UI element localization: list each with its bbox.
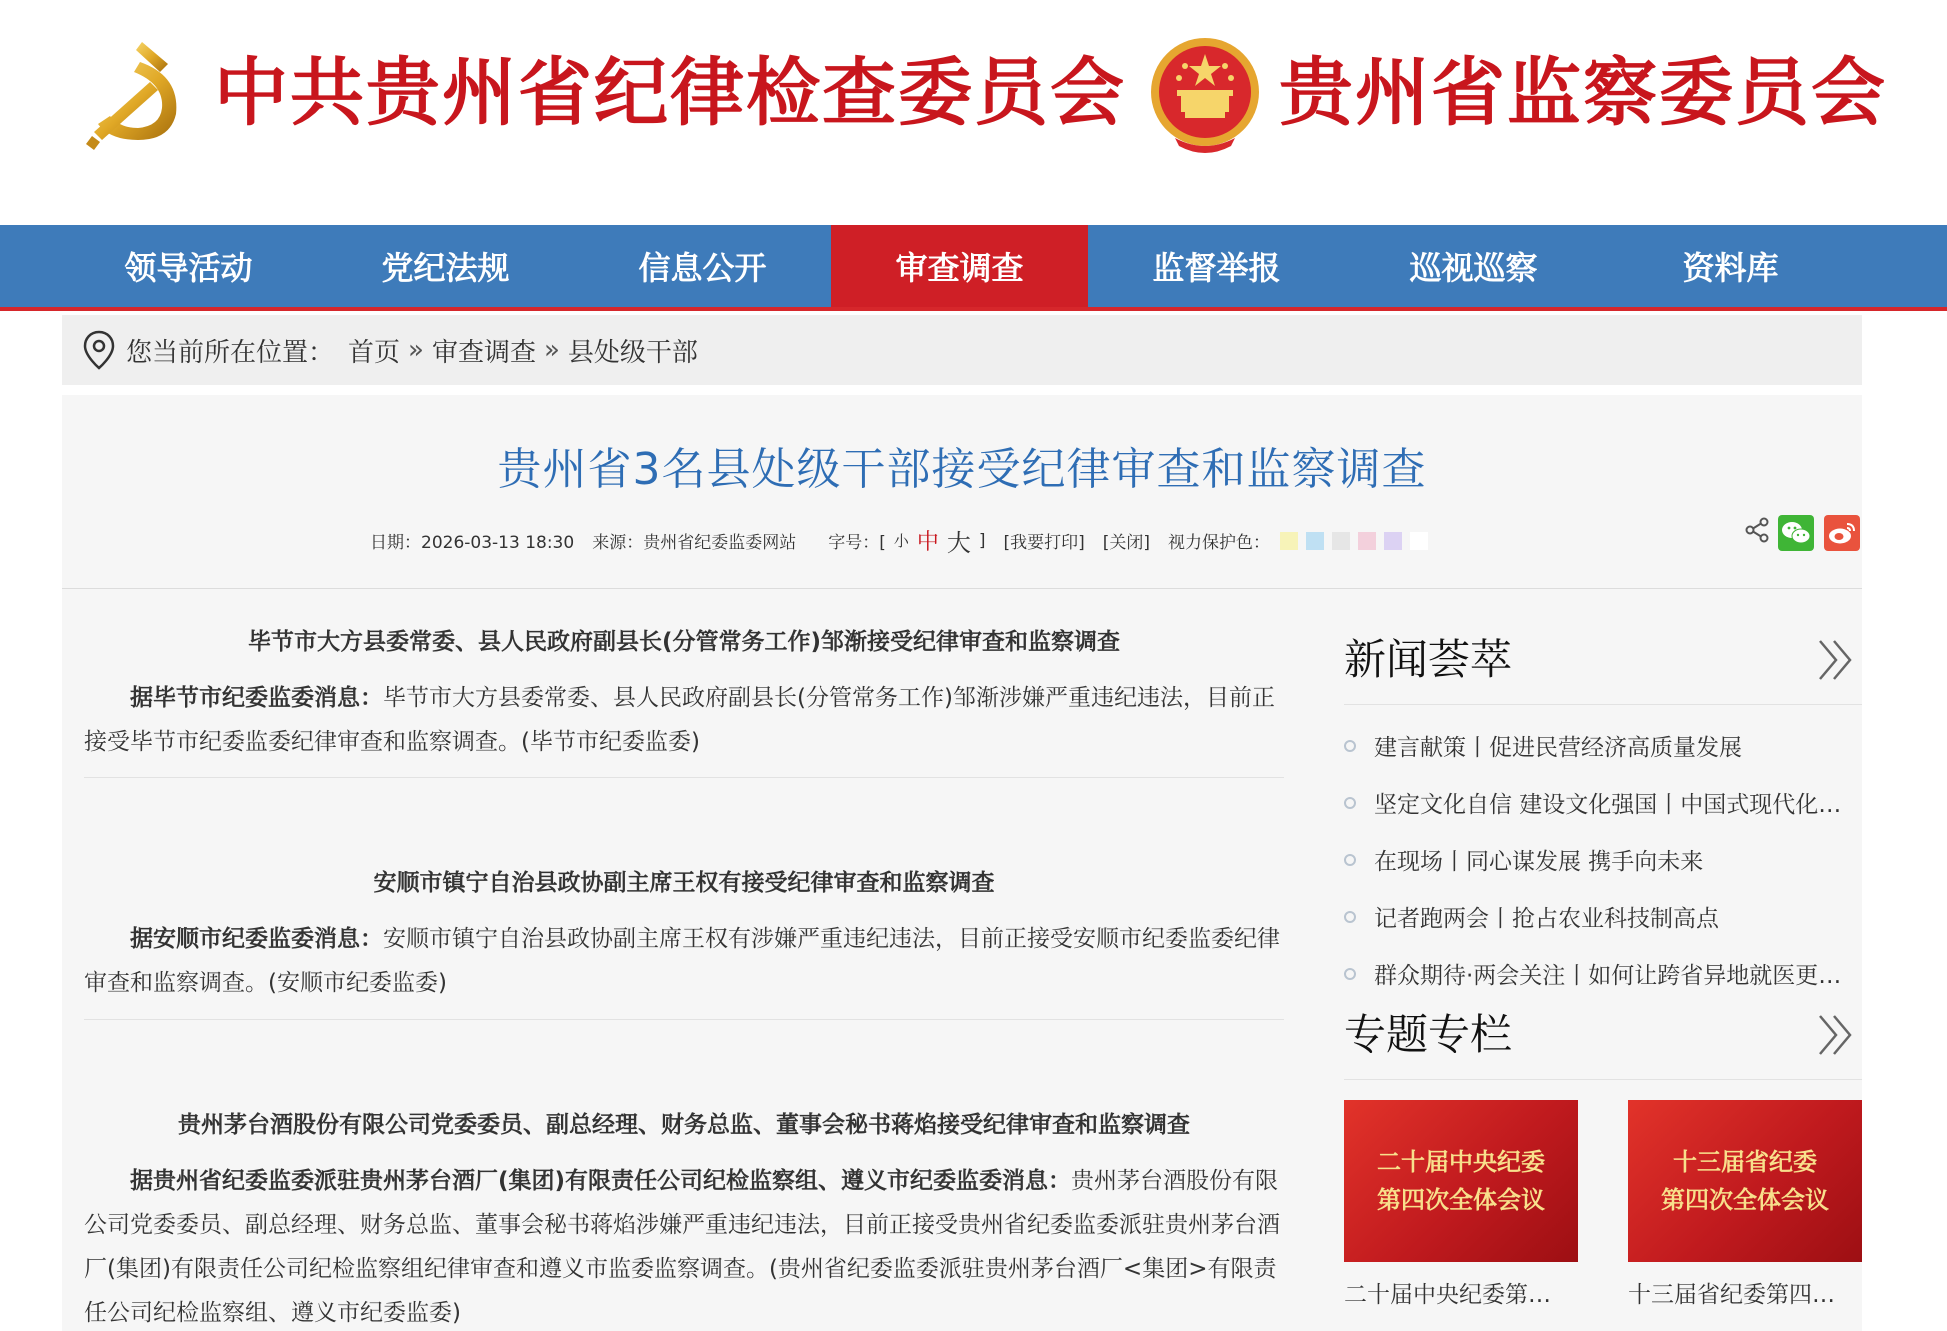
national-emblem-icon (1145, 28, 1265, 158)
close-link[interactable]: [关闭] (1102, 533, 1151, 553)
double-chevron-right-icon[interactable] (1816, 1010, 1856, 1060)
main-nav (0, 225, 1947, 311)
news-item-title: 安顺市镇宁自治县政协副主席王权有接受纪律审查和监察调查 (373, 870, 995, 896)
weibo-share-icon[interactable] (1824, 515, 1860, 551)
news-item-lead: 据安顺市纪委监委消息： (130, 926, 383, 952)
bullet-icon (1344, 854, 1356, 866)
news-item-text: 贵州茅台酒股份有限公司党委委员、副总经理、财务总监、董事会秘书蒋焰涉嫌严重违纪违法，目前正接受贵州省纪委监委派驻贵州茅台酒厂(集团)有限责任公司纪检监察组纪律审查和遵义市监委监察调查。(贵州省纪委监委派驻贵州茅台酒厂<集团>有限责任公司纪检监察组、遵义市纪委监委) (84, 1168, 1280, 1326)
news-item-body (84, 917, 1284, 1005)
news-item-title: 毕节市大方县委常委、县人民政府副县长(分管常务工作)邹渐接受纪律审查和监察调查 (247, 629, 1121, 655)
topic-banner-line: 第四次全体会议 (1661, 1186, 1829, 1214)
breadcrumb (62, 315, 1862, 385)
bullet-icon (1344, 797, 1356, 809)
news-list-item[interactable] (1344, 717, 1862, 774)
news-list-text: 坚定文化自信 建设文化强国丨中国式现代化… (1374, 792, 1842, 818)
news-item-text: 毕节市大方县委常委、县人民政府副县长(分管常务工作)邹渐涉嫌严重违纪违法，目前正接受毕节市纪委监委纪律审查和监察调查。(毕节市纪委监委) (84, 685, 1275, 755)
bullet-icon (1344, 740, 1356, 752)
bullet-icon (1344, 911, 1356, 923)
topic-banner-line: 第四次全体会议 (1377, 1186, 1545, 1214)
news-list-item[interactable] (1344, 774, 1862, 831)
wechat-share-icon[interactable] (1778, 515, 1814, 551)
font-size-close: ] (978, 530, 986, 551)
news-list-text: 群众期待·两会关注丨如何让跨省异地就医更… (1374, 963, 1842, 989)
nav-item-leadership[interactable]: 领导活动 (124, 249, 253, 287)
news-item-title: 贵州茅台酒股份有限公司党委委员、副总经理、财务总监、董事会秘书蒋焰接受纪律审查和监察调查 (178, 1112, 1190, 1138)
share-icon[interactable] (1742, 515, 1772, 545)
news-item-lead: 据贵州省纪委监委派驻贵州茅台酒厂(集团)有限责任公司纪检监察组、遵义市纪委监委消息： (130, 1168, 1072, 1194)
nav-item-disclosure[interactable]: 信息公开 (638, 249, 767, 287)
news-list-text: 记者跑两会丨抢占农业科技制高点 (1374, 906, 1719, 932)
nav-item-library[interactable]: 资料库 (1682, 249, 1779, 287)
nav-item-investigation[interactable]: 审查调查 (831, 225, 1088, 307)
double-chevron-right-icon[interactable] (1816, 635, 1856, 685)
supervision-title: 贵州省监察委员会 (1279, 50, 1887, 136)
ccdi-title: 中共贵州省纪律检查委员会 (214, 50, 1126, 136)
font-size-label: 字号：[ (828, 533, 886, 553)
news-item-body (84, 676, 1284, 764)
supervision-logo[interactable] (1145, 28, 1887, 158)
topics-section-title: 专题专栏 (1344, 1010, 1513, 1059)
news-list-item[interactable] (1344, 831, 1862, 888)
meta-divider (62, 588, 1862, 589)
topic-caption: 十三届省纪委第四… (1628, 1282, 1835, 1308)
nav-item-regulations[interactable]: 党纪法规 (381, 249, 510, 287)
topic-card[interactable] (1344, 1100, 1578, 1309)
news-list-text: 在现场丨同心谋发展 携手向未来 (1374, 849, 1704, 875)
font-size-small[interactable]: 小 (893, 532, 909, 550)
topic-banner (1628, 1100, 1862, 1262)
eye-color-swatch[interactable] (1384, 532, 1402, 550)
site-header (0, 0, 1947, 225)
news-list-text: 建言献策丨促进民营经济高质量发展 (1374, 735, 1742, 761)
news-item-body (84, 1159, 1284, 1331)
news-list (1344, 717, 1862, 1002)
nav-item-inspection[interactable]: 巡视巡察 (1409, 249, 1538, 287)
breadcrumb-sep: » (543, 335, 560, 365)
news-section-title: 新闻荟萃 (1344, 635, 1513, 684)
eye-care-label: 视力保护色： (1168, 533, 1271, 553)
print-link[interactable]: [我要打印] (1003, 533, 1085, 553)
news-item-text: 安顺市镇宁自治县政协副主席王权有涉嫌严重违纪违法，目前正接受安顺市纪委监委纪律审查和监察调查。(安顺市纪委监委) (84, 926, 1280, 996)
breadcrumb-level1[interactable]: 审查调查 (431, 337, 536, 368)
breadcrumb-sep: » (408, 335, 424, 365)
eye-color-swatch[interactable] (1306, 532, 1324, 550)
party-emblem-icon (80, 28, 200, 158)
topic-banner-line: 二十届中央纪委 (1377, 1148, 1545, 1176)
breadcrumb-prefix: 您当前所在位置： (126, 337, 335, 368)
bullet-icon (1344, 968, 1356, 980)
news-item (84, 1020, 1284, 1331)
eye-color-swatch[interactable] (1332, 532, 1350, 550)
eye-color-swatch[interactable] (1410, 532, 1428, 550)
article-date: 日期：2026-03-13 18:30 (370, 533, 575, 553)
font-size-large[interactable]: 大 (946, 529, 971, 557)
topics-section-header (1344, 990, 1862, 1080)
ccdi-logo[interactable] (80, 28, 1126, 158)
breadcrumb-level2[interactable]: 县处级干部 (567, 337, 698, 368)
article-list (84, 615, 1284, 1331)
eye-color-swatch[interactable] (1358, 532, 1376, 550)
news-item-lead: 据毕节市纪委监委消息： (130, 685, 383, 711)
news-list-item[interactable] (1344, 888, 1862, 945)
font-size-medium[interactable]: 中 (916, 530, 939, 555)
breadcrumb-home[interactable]: 首页 (348, 337, 401, 368)
topic-caption: 二十届中央纪委第… (1344, 1282, 1551, 1308)
article-meta (370, 523, 1436, 558)
news-item (84, 778, 1284, 1020)
nav-item-report[interactable]: 监督举报 (1152, 249, 1281, 287)
article-source: 来源：贵州省纪委监委网站 (592, 533, 797, 553)
topic-banner-line: 十三届省纪委 (1673, 1148, 1817, 1176)
news-item (84, 615, 1284, 778)
eye-color-swatch[interactable] (1280, 532, 1298, 550)
location-pin-icon (82, 330, 116, 370)
topic-banner (1344, 1100, 1578, 1262)
article-container (62, 395, 1862, 1331)
article-title: 贵州省3名县处级干部接受纪律审查和监察调查 (497, 444, 1427, 495)
news-section-header (1344, 615, 1862, 705)
sidebar (1344, 615, 1862, 1308)
topic-card[interactable] (1628, 1100, 1862, 1309)
